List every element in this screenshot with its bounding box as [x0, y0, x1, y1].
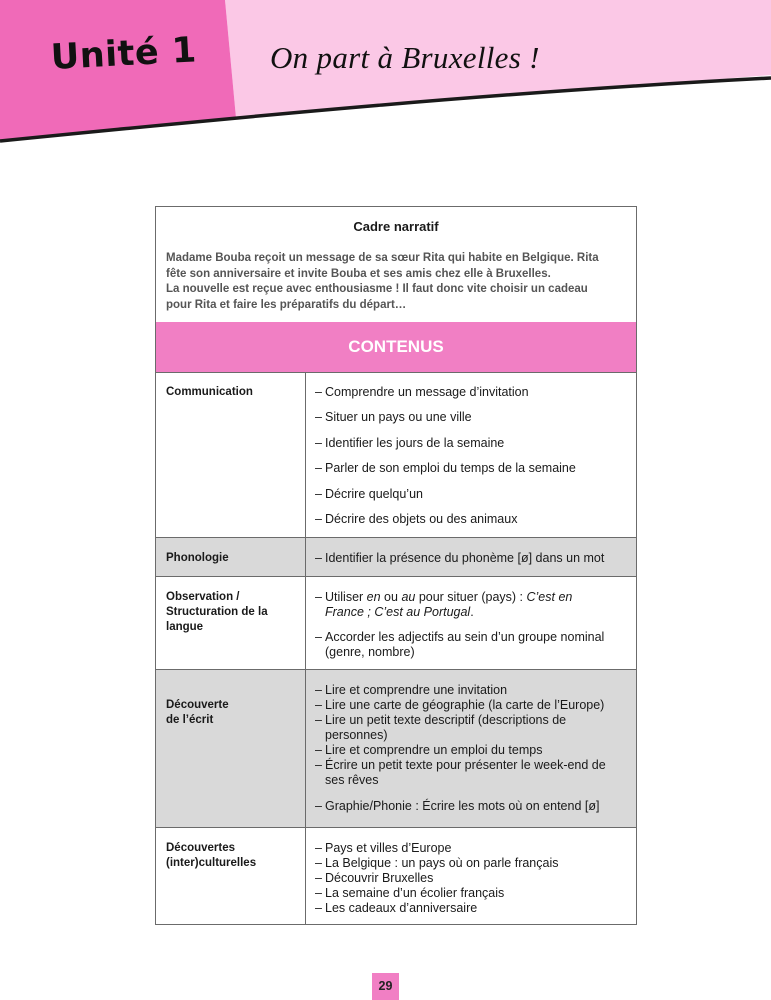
- text-italic: au: [401, 590, 416, 604]
- narratif-line: Madame Bouba reçoit un message de sa sœur Rita qui habite en Belgique. Rita: [166, 252, 599, 264]
- row-observation: [156, 577, 636, 670]
- row-items: [315, 551, 630, 566]
- list-item: – Lire une carte de géographie (la carte de l’Europe): [315, 698, 630, 713]
- list-item: – Lire et comprendre un emploi du temps: [315, 743, 630, 758]
- narratif-line: fête son anniversaire et invite Bouba et ses amis chez elle à Bruxelles.: [166, 267, 551, 280]
- list-item: [315, 713, 630, 743]
- list-item: – Lire et comprendre une invitation: [315, 683, 630, 698]
- content-table: [155, 206, 637, 925]
- list-item: [315, 590, 630, 620]
- text: Utiliser: [325, 590, 367, 604]
- column-divider: [305, 670, 306, 827]
- list-item: – Graphie/Phonie : Écrire les mots où on entend [ø]: [315, 799, 630, 814]
- row-label-line: de l’écrit: [166, 714, 214, 726]
- column-divider: [305, 828, 306, 924]
- row-label: Communication: [166, 386, 253, 398]
- list-item: – Identifier la présence du phonème [ø] dans un mot: [315, 551, 630, 566]
- row-label-line: (inter)culturelles: [166, 857, 257, 869]
- row-label: [166, 698, 296, 728]
- list-item: – Parler de son emploi du temps de la semaine: [315, 461, 630, 476]
- list-item: – Décrire quelqu’un: [315, 487, 630, 502]
- page-number: 29: [372, 973, 399, 1000]
- unit-title: On part à Bruxelles !: [270, 40, 540, 75]
- list-item: – La semaine d’un écolier français: [315, 886, 630, 901]
- list-item: – Identifier les jours de la semaine: [315, 436, 630, 451]
- row-items: [315, 385, 630, 527]
- row-label: [166, 590, 296, 635]
- row-label-line: Observation /: [166, 591, 240, 603]
- narratif-line: pour Rita et faire les préparatifs du départ…: [166, 298, 407, 311]
- column-divider: [305, 538, 306, 576]
- text: ou: [380, 590, 402, 604]
- text: Lire un petit texte descriptif (descriptions de: [325, 713, 567, 727]
- list-item: – Décrire des objets ou des animaux: [315, 512, 630, 527]
- row-items: [315, 683, 630, 814]
- row-label-line: langue: [166, 621, 204, 633]
- cadre-narratif: [156, 207, 636, 323]
- row-ecrit: [156, 670, 636, 828]
- list-item: – Situer un pays ou une ville: [315, 410, 630, 425]
- column-divider: [305, 372, 306, 537]
- list-item: [315, 758, 630, 788]
- contenus-heading: CONTENUS: [156, 322, 636, 373]
- row-label-line: Découvertes: [166, 842, 236, 854]
- list-item: [315, 630, 630, 660]
- row-communication: [156, 372, 636, 538]
- row-label-line: Découverte: [166, 699, 229, 711]
- text: .: [470, 605, 474, 619]
- row-label: [166, 841, 296, 871]
- list-item: – Pays et villes d’Europe: [315, 841, 630, 856]
- list-item: – Comprendre un message d’invitation: [315, 385, 630, 400]
- unit-label: Unité 1: [49, 30, 198, 79]
- text: pour situer (pays) :: [415, 590, 527, 604]
- row-items: [315, 590, 630, 660]
- column-divider: [305, 577, 306, 669]
- row-label: Phonologie: [166, 552, 229, 564]
- text: personnes): [325, 728, 388, 742]
- cadre-narratif-title: Cadre narratif: [353, 219, 439, 234]
- row-culture: [156, 828, 636, 924]
- row-items: [315, 841, 630, 916]
- text: (genre, nombre): [325, 645, 415, 659]
- text: Accorder les adjectifs au sein d’un groupe nominal: [325, 630, 605, 644]
- list-item: – La Belgique : un pays où on parle français: [315, 856, 630, 871]
- row-label-line: Structuration de la: [166, 606, 268, 618]
- text-italic: C’est en: [526, 590, 573, 604]
- text-italic: France ; C’est au Portugal: [325, 605, 471, 619]
- list-item: – Les cadeaux d’anniversaire: [315, 901, 630, 916]
- text: Écrire un petit texte pour présenter le week-end de: [325, 758, 606, 772]
- text-italic: en: [366, 590, 381, 604]
- text: ses rêves: [325, 773, 379, 787]
- narratif-line: La nouvelle est reçue avec enthousiasme ! Il faut donc vite choisir un cadeau: [166, 283, 588, 295]
- cadre-narratif-text: [166, 251, 631, 313]
- list-item: – Découvrir Bruxelles: [315, 871, 630, 886]
- row-phonologie: [156, 538, 636, 577]
